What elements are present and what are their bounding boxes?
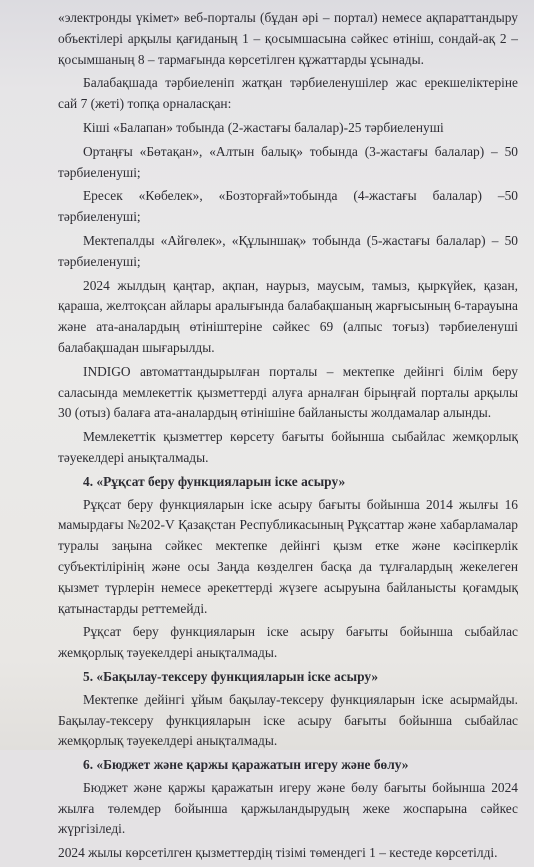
paragraph: INDIGO автоматтандырылған порталы – мектепке дейінгі білім беру саласында мемлекеттік қызметтерді алуға арналған бірыңғай порталы арқылы 30 (отыз) балаға ата-аналардың өтінішіне байланысты жолдамалар алынды. <box>58 363 518 421</box>
paragraph: 2024 жылы көрсетілген қызметтердің тізімі төмендегі 1 – кестеде көрсетілді. <box>58 845 498 861</box>
paragraph: Кіші «Балапан» тобында (2-жастағы балалар)-25 тәрбиеленуші <box>83 119 444 135</box>
paragraph: Рұқсат беру функцияларын іске асыру бағыты бойынша 2014 жылғы 16 мамырдағы №202-V Қазақстан Республикасының Рұқсаттар және хабарламалар туралы заңына сәйкес мектепке дейінгі қызм етке және кәсіпкерлік субъектілірінің және осы Заңда көзделген басқа да тұлғалардың жекелеген қызмет түрлерін немесе әрекеттерді жүзеге асыруына байланысты қоғамдық қатынастарды реттемейді. <box>58 496 518 616</box>
paragraph: 2024 жылдың қаңтар, ақпан, наурыз, маусым, тамыз, қыркүйек, қазан, қараша, желтоқсан айлары аралығында балабақшаның жарғысының 6-тарауына және ата-аналардың өтініштеріне сәйкес 69 (алпыс тоғыз) тәрбиеленуші балабақшадан шығарылды. <box>58 277 518 355</box>
section-heading: 6. «Бюджет және қаржы қаражатын игеру және бөлу» <box>83 757 409 773</box>
paragraph: Мектепке дейінгі ұйым бақылау-тексеру функцияларын іске асырмайды. Бақылау-тексеру функцияларын іске асыру бағыты бойынша сыбайлас жемқорлық тәуекелдері анықталмады. <box>58 691 518 749</box>
paragraph: Ересек «Көбелек», «Бозторғай»тобында (4-жастағы балалар) –50 тәрбиеленуші; <box>58 188 518 225</box>
paragraph: Мектепалды «Айгөлек», «Құлыншақ» тобында (5-жастағы балалар) – 50 тәрбиеленуші; <box>58 232 518 269</box>
paragraph: Бюджет және қаржы қаражатын игеру және бөлу бағыты бойынша 2024 жылға төлемдер бойынша қаржыландырудың жеке жоспарына сәйкес жүргізіледі. <box>58 779 518 837</box>
document-body <box>58 8 518 867</box>
section-heading: 5. «Бақылау-тексеру функцияларын іске асыру» <box>83 668 379 684</box>
paragraph: Рұқсат беру функцияларын іске асыру бағыты бойынша сыбайлас жемқорлық тәуекелдері анықталмады. <box>58 624 518 661</box>
section-heading: 4. «Рұқсат беру функцияларын іске асыру» <box>83 473 346 489</box>
paragraph: Ортаңғы «Бөтақан», «Алтын балық» тобында (3-жастағы балалар) – 50 тәрбиеленуші; <box>58 143 518 180</box>
paragraph: Мемлекеттік қызметтер көрсету бағыты бойынша сыбайлас жемқорлық тәуекелдері анықталмады. <box>58 429 518 465</box>
paragraph: Балабақшада тәрбиеленіп жатқан тәрбиеленушілер жас ерекшеліктеріне сай 7 (жеті) топқа орналасқан: <box>58 75 518 112</box>
paragraph: «электронды үкімет» веб-порталы (бұдан әрі – портал) немесе ақпараттандыру объектілері арқылы қағиданың 1 – қосымшасына сәйкес өтініш, сондай-ақ 2 – қосымшаның 8 – тармағында көрсетілген құжаттарды ұсынады. <box>58 10 518 67</box>
